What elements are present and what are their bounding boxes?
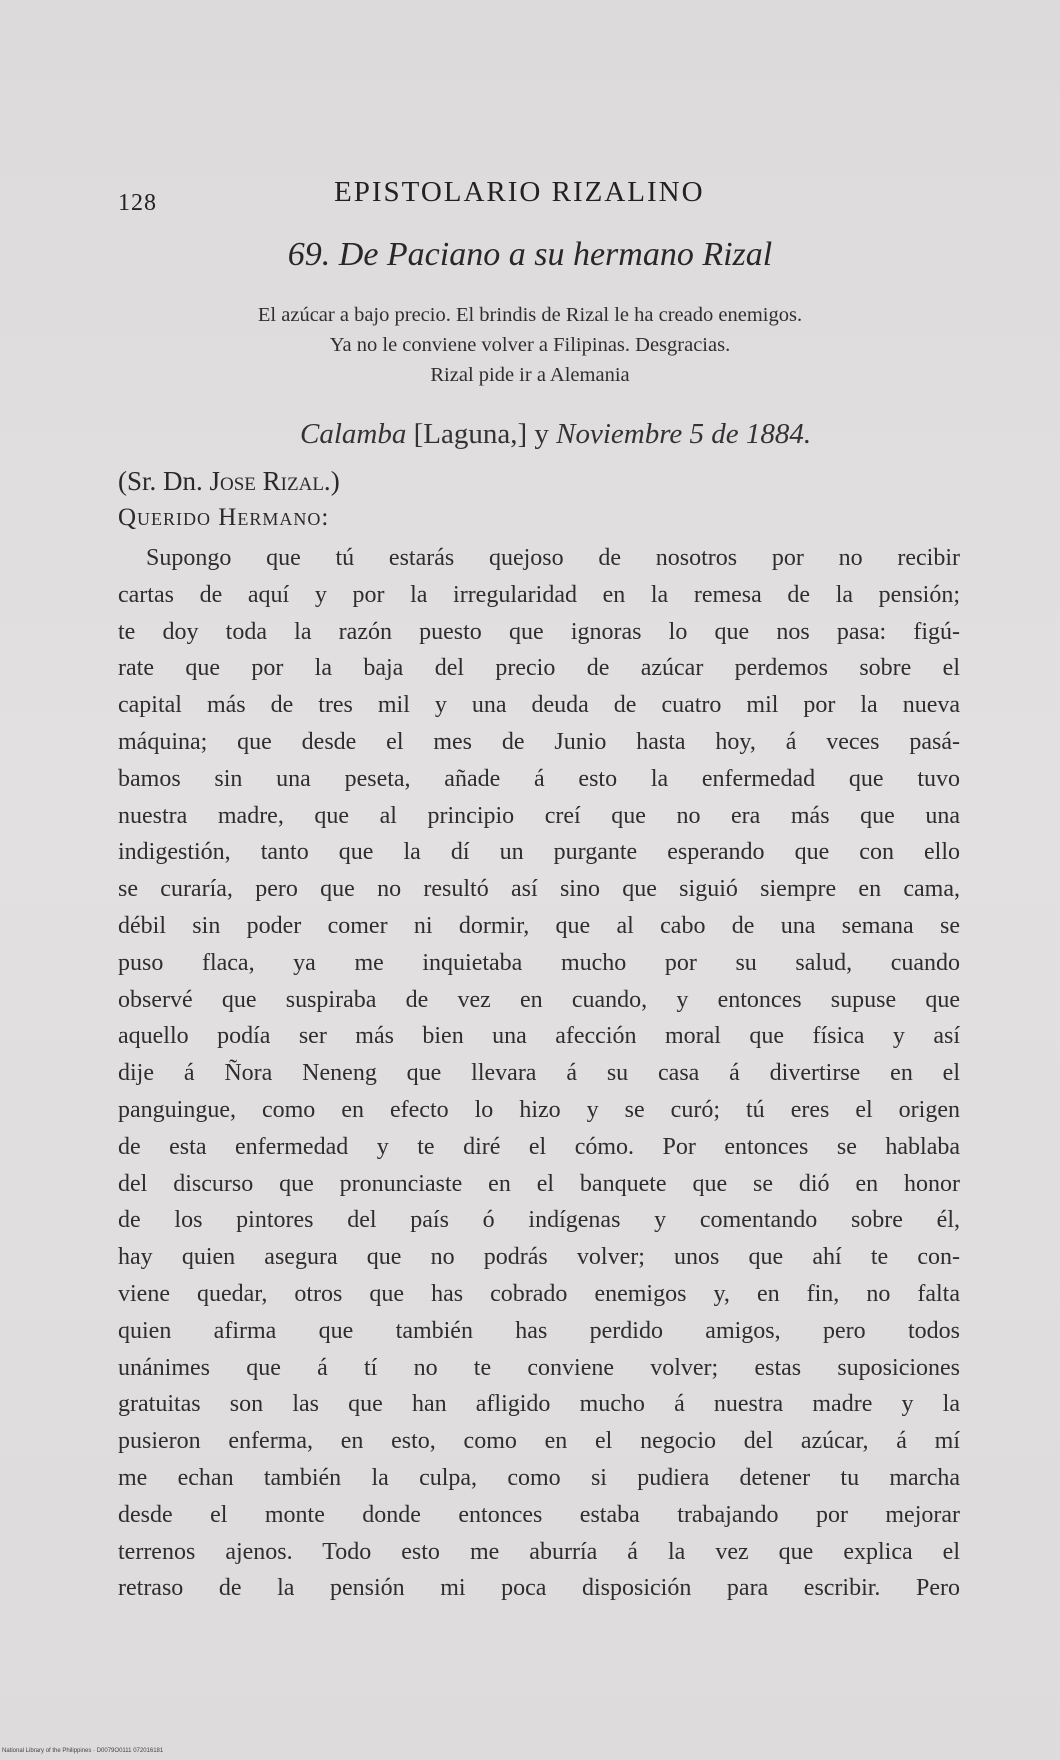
dateline-connector: y: [534, 418, 549, 450]
dateline: [300, 418, 940, 451]
dateline-date: Noviembre 5 de 1884.: [556, 418, 812, 450]
body-line: capital más de tres mil y una deuda de cuatro mil por la nueva: [118, 692, 960, 719]
letter-body: [118, 540, 960, 1607]
recipient-name: Jose Rizal.: [209, 466, 331, 496]
body-line: terrenos ajenos. Todo esto me aburría á la vez que explica el: [118, 1538, 960, 1565]
body-line: de los pintores del país ó indígenas y comentando sobre él,: [118, 1207, 960, 1234]
body-line: pusieron enferma, en esto, como en el negocio del azúcar, á mí: [118, 1428, 960, 1455]
body-line: cartas de aquí y por la irregularidad en la remesa de la pensión;: [118, 581, 960, 608]
letter-heading: 69. De Paciano a su hermano Rizal: [287, 236, 773, 273]
body-line: bamos sin una peseta, añade á esto la enfermedad que tuvo: [118, 765, 960, 792]
summary-line: El azúcar a bajo precio. El brindis de Rizal le ha creado enemigos.: [257, 304, 803, 326]
salutation: Querido Hermano:: [118, 504, 330, 531]
recipient-suffix: ): [330, 466, 340, 496]
summary-line: Rizal pide ir a Alemania: [430, 364, 630, 386]
running-title: EPISTOLARIO RIZALINO: [334, 176, 705, 208]
body-line: quien afirma que también has perdido amigos, pero todos: [118, 1317, 960, 1344]
dateline-region: [Laguna,]: [413, 418, 528, 450]
body-line: puso flaca, ya me inquietaba mucho por su salud, cuando: [118, 949, 960, 976]
body-line: del discurso que pronunciaste en el banquete que se dió en honor: [118, 1170, 960, 1197]
recipient: [118, 466, 340, 497]
body-line: te doy toda la razón puesto que ignoras lo que nos pasa: figú-: [118, 618, 960, 645]
dateline-place: Calamba: [300, 418, 407, 450]
summary-line: Ya no le conviene volver a Filipinas. Desgracias.: [329, 334, 731, 356]
body-line: débil sin poder comer ni dormir, que al cabo de una semana se: [118, 912, 960, 939]
body-line: dije á Ñora Neneng que llevara á su casa á divertirse en el: [118, 1060, 960, 1087]
body-line: hay quien asegura que no podrás volver; unos que ahí te con-: [118, 1244, 960, 1271]
body-line: observé que suspiraba de vez en cuando, y entonces supuse que: [118, 986, 960, 1013]
body-line: retraso de la pensión mi poca disposición para escribir. Pero: [118, 1575, 960, 1602]
scan-footer: National Library of the Philippines · D0079O0111 072016181: [2, 1748, 164, 1754]
body-line: me echan también la culpa, como si pudiera detener tu marcha: [118, 1464, 960, 1491]
body-line: máquina; que desde el mes de Junio hasta hoy, á veces pasá-: [118, 728, 960, 755]
body-line: unánimes que á tí no te conviene volver; estas suposiciones: [118, 1354, 960, 1381]
recipient-prefix: (Sr. Dn.: [118, 466, 210, 496]
body-line: aquello podía ser más bien una afección moral que física y así: [118, 1023, 960, 1050]
body-line: Supongo que tú estarás quejoso de nosotros por no recibir: [146, 545, 960, 571]
body-line: indigestión, tanto que la dí un purgante esperando que con ello: [118, 839, 960, 866]
body-line: se curaría, pero que no resultó así sino que siguió siempre en cama,: [118, 876, 960, 903]
body-line: panguingue, como en efecto lo hizo y se curó; tú eres el origen: [118, 1096, 960, 1123]
body-line: nuestra madre, que al principio creí que no era más que una: [118, 802, 960, 829]
letter-summary: [110, 300, 950, 390]
body-line: viene quedar, otros que has cobrado enemigos y, en fin, no falta: [118, 1280, 960, 1307]
body-line: desde el monte donde entonces estaba trabajando por mejorar: [118, 1501, 960, 1528]
page-number: 128: [118, 190, 157, 216]
body-line: de esta enfermedad y te diré el cómo. Por entonces se hablaba: [118, 1133, 960, 1160]
body-line: rate que por la baja del precio de azúcar perdemos sobre el: [118, 655, 960, 682]
running-head: [118, 176, 958, 216]
body-line: gratuitas son las que han afligido mucho á nuestra madre y la: [118, 1391, 960, 1418]
